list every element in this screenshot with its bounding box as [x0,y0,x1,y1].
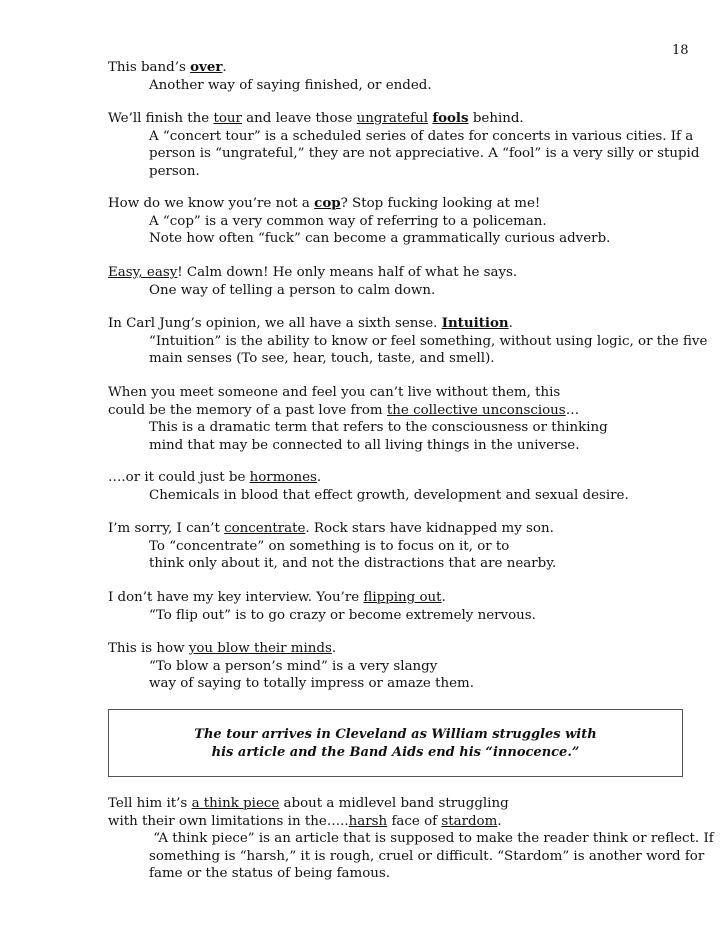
source-line: I’m sorry, I can’t concentrate. Rock stars have kidnapped my son. [108,521,554,536]
gloss-line: Note how often “fuck” can become a grammatically curious adverb. [149,231,611,247]
source-line: I don’t have my key interview. You’re flipping out. [108,590,446,605]
entry-blow-their-minds [108,640,698,693]
gloss-line: person. [149,163,200,179]
entry-easy [108,264,698,299]
entry-concentrate [108,520,698,573]
gloss-line: This is a dramatic term that refers to the consciousness or thinking [149,420,608,436]
page-number: 18 [672,43,689,58]
term-concentrate: concentrate [224,521,306,536]
source-line: We’ll finish the tour and leave those ungrateful fools behind. [108,110,524,126]
entry-hormones [108,469,698,504]
gloss-line: A “cop” is a very common way of referring to a policeman. [149,213,547,229]
term-cop: cop [314,195,341,211]
scene-summary-box [108,709,683,777]
source-line: Easy, easy! Calm down! He only means half of what he says. [108,265,518,280]
gloss-line: “To flip out” is to go crazy or become extremely nervous. [149,607,536,623]
gloss-line: fame or the status of being famous. [149,866,391,882]
source-line: This is how you blow their minds. [108,641,337,656]
gloss-line: way of saying to totally impress or amaze them. [149,676,474,692]
entry-tour [108,110,698,180]
entry-over [108,59,698,94]
gloss-line: think only about it, and not the distractions that are nearby. [149,556,557,572]
gloss-line: “Intuition” is the ability to know or feel something, without using logic, or the five [149,333,708,349]
source-line: This band’s over. [108,59,227,75]
source-line: When you meet someone and feel you can’t live without them, this [108,385,561,400]
term-stardom: stardom [441,813,498,829]
source-line: could be the memory of a past love from the collective unconscious… [108,402,580,418]
term-blow-their-minds: you blow their minds [188,641,332,656]
term-over: over [190,59,223,75]
gloss-line: “A think piece” is an article that is supposed to make the reader think or reflect. If [149,831,714,847]
term-ungrateful: ungrateful [356,111,429,126]
gloss-line: “To blow a person’s mind” is a very slangy [149,658,438,674]
gloss-line: A “concert tour” is a scheduled series of dates for concerts in various cities. If a [149,128,694,144]
entry-collective-unconscious [108,384,698,454]
term-harsh: harsh [348,813,388,829]
gloss-line: mind that may be connected to all living things in the universe. [149,437,580,453]
term-flipping-out: flipping out [363,590,442,605]
entry-flipping-out [108,589,698,624]
term-tour: tour [213,111,242,126]
entry-intuition [108,315,708,368]
term-collective-unconscious: the collective unconscious [386,402,566,418]
scene-line: The tour arrives in Cleveland as William struggles with [194,727,597,742]
entry-cop [108,195,698,248]
scene-line: his article and the Band Aids end his “innocence.” [211,745,580,760]
source-line: ….or it could just be hormones. [108,470,322,485]
term-fools: fools [432,110,469,126]
gloss-line: something is “harsh,” it is rough, cruel or difficult. “Stardom” is another word for [149,848,705,864]
term-intuition: Intuition [441,315,509,331]
term-hormones: hormones [249,470,317,485]
gloss-line: One way of telling a person to calm down. [149,282,436,298]
source-line: with their own limitations in the…..harsh face of stardom. [108,813,502,829]
gloss-line: main senses (To see, hear, touch, taste, and smell). [149,351,495,367]
gloss-line: Chemicals in blood that effect growth, development and sexual desire. [149,487,629,503]
gloss-line: Another way of saying finished, or ended. [149,77,432,93]
term-think-piece: a think piece [191,796,280,811]
gloss-line: To “concentrate” on something is to focus on it, or to [149,538,510,554]
gloss-line: person is “ungrateful,” they are not appreciative. A “fool” is a very silly or stupid [149,146,700,162]
source-line: Tell him it’s a think piece about a midlevel band struggling [108,796,509,811]
entry-think-piece [108,795,714,883]
source-line: In Carl Jung’s opinion, we all have a sixth sense. Intuition. [108,315,513,331]
source-line: How do we know you’re not a cop? Stop fucking looking at me! [108,195,541,211]
term-easy: Easy, easy [108,265,178,280]
